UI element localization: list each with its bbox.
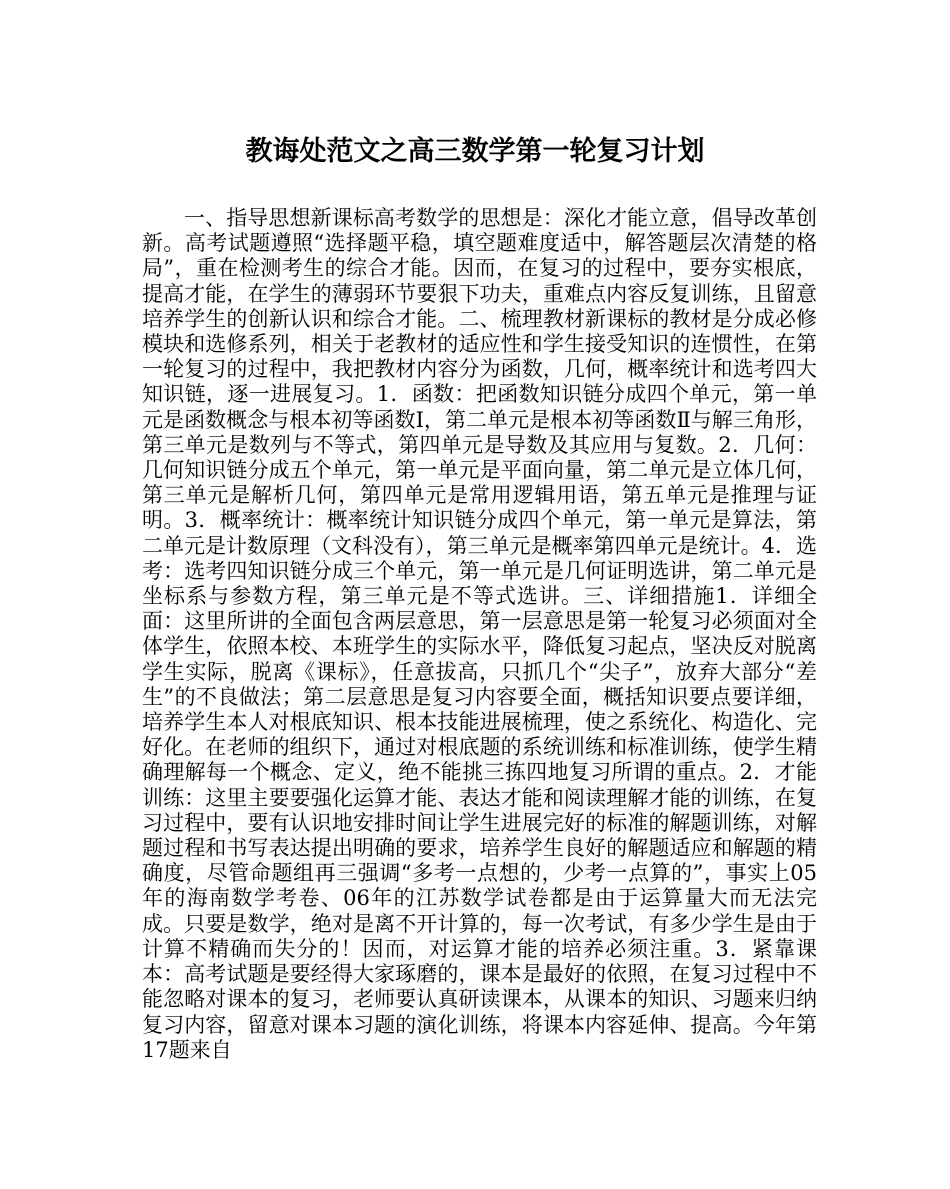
- document-body-paragraph: 一、指导思想新课标高考数学的思想是：深化才能立意，倡导改革创新。高考试题遵照“选择题平稳，填空题难度适中，解答题层次清楚的格局”，重在检测考生的综合才能。因而，在复习的过程中，要夯实根底，提高才能，在学生的薄弱环节要狠下功夫，重难点内容反复训练，且留意培养学生的创新认识和综合才能。二、梳理教材新课标的教材是分成必修模块和选修系列，相关于老教材的适应性和学生接受知识的连惯性，在第一轮复习的过程中，我把教材内容分为函数，几何，概率统计和选考四大知识链，逐一进展复习。1．函数：把函数知识链分成四个单元，第一单元是函数概念与根本初等函数Ⅰ，第二单元是根本初等函数Ⅱ与解三角形，第三单元是数列与不等式，第四单元是导数及其应用与复数。2．几何：几何知识链分成五个单元，第一单元是平面向量，第二单元是立体几何，第三单元是解析几何，第四单元是常用逻辑用语，第五单元是推理与证明。3．概率统计：概率统计知识链分成四个单元，第一单元是算法，第二单元是计数原理（文科没有），第三单元是概率第四单元是统计。4．选考：选考四知识链分成三个单元，第一单元是几何证明选讲，第二单元是坐标系与参数方程，第三单元是不等式选讲。三、详细措施1．详细全面：这里所讲的全面包含两层意思，第一层意思是第一轮复习必须面对全体学生，依照本校、本班学生的实际水平，降低复习起点，坚决反对脱离学生实际，脱离《课标》，任意拔高，只抓几个“尖子”，放弃大部分“差生”的不良做法；第二层意思是复习内容要全面，概括知识要点要详细，培养学生本人对根底知识、根本技能进展梳理，使之系统化、构造化、完好化。在老师的组织下，通过对根底题的系统训练和标准训练，使学生精确理解每一个概念、定义，绝不能挑三拣四地复习所谓的重点。2．才能训练：这里主要要强化运算才能、表达才能和阅读理解才能的训练，在复习过程中，要有认识地安排时间让学生进展完好的标准的解题训练，对解题过程和书写表达提出明确的要求，培养学生良好的解题适应和解题的精确度，尽管命题组再三强调“多考一点想的，少考一点算的”，事实上05年的海南数学考卷、06年的江苏数学试卷都是由于运算量大而无法完成。只要是数学，绝对是离不开计算的，每一次考试，有多少学生是由于计算不精确而失分的！因而，对运算才能的培养必须注重。3．紧靠课本：高考试题是要经得大家琢磨的，课本是最好的依照，在复习过程中不能忽略对课本的复习，老师要认真研读课本，从课本的知识、习题来归纳复习内容，留意对课本习题的演化训练，将课本内容延伸、提高。今年第17题来自: [142, 206, 817, 1062]
- document-title: 教诲处范文之高三数学第一轮复习计划: [245, 136, 705, 167]
